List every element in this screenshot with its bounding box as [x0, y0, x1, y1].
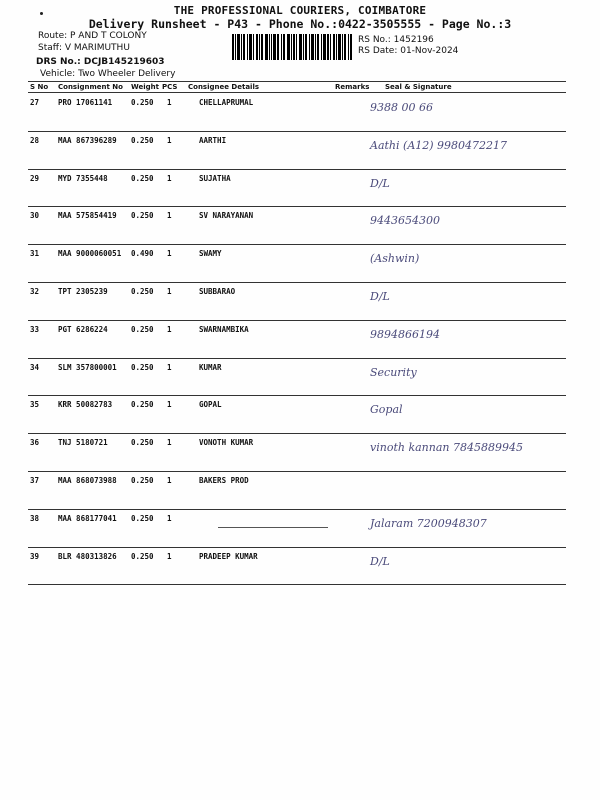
cell-name: SWAMY — [199, 249, 222, 259]
cell-pcs: 1 — [167, 249, 172, 259]
signature-handwriting: D/L — [370, 554, 390, 568]
cell-pcs: 1 — [167, 324, 172, 334]
cell-cons: MAA 9000060051 — [58, 249, 122, 259]
cell-cons: MAA 868177041 — [58, 513, 117, 523]
signature-handwriting: D/L — [370, 176, 390, 190]
cell-name: KUMAR — [199, 362, 222, 372]
cell-sno: 38 — [30, 513, 40, 523]
cell-weight: 0.250 — [131, 211, 154, 221]
row-separator — [28, 169, 566, 170]
row-separator — [28, 471, 566, 472]
cell-weight: 0.250 — [131, 287, 154, 296]
row-separator — [28, 244, 566, 245]
signature-handwriting: D/L — [370, 290, 390, 303]
rs-number: RS No.: 1452196 — [358, 35, 434, 45]
cell-cons: PRO 17061141 — [58, 98, 113, 107]
cell-cons: MAA 868073988 — [58, 476, 117, 485]
cell-weight: 0.250 — [131, 173, 154, 183]
row-separator — [28, 395, 566, 396]
route-label: Route: P AND T COLONY — [38, 31, 147, 41]
cell-sno: 28 — [30, 135, 40, 145]
runsheet-subtitle: Delivery Runsheet - P43 - Phone No.:0422-3505555 - Page No.:3 — [88, 17, 512, 31]
col-consignment: Consignment No — [58, 83, 123, 91]
cell-name: GOPAL — [199, 400, 222, 410]
cell-name: SUJATHA — [199, 173, 231, 183]
company-title: THE PROFESSIONAL COURIERS, COIMBATORE — [173, 4, 427, 17]
cell-pcs: 1 — [167, 551, 172, 561]
cell-cons: KRR 50082783 — [58, 400, 113, 410]
cell-weight: 0.250 — [131, 135, 154, 145]
cell-weight: 0.250 — [131, 400, 154, 410]
drs-number: DRS No.: DCJB145219603 — [36, 57, 165, 67]
cell-pcs: 1 — [167, 211, 172, 221]
cell-weight: 0.250 — [131, 324, 154, 334]
signature-handwriting: 9388 00 66 — [370, 101, 433, 114]
cell-sno: 30 — [30, 211, 40, 221]
cell-cons: MYD 7355448 — [58, 173, 108, 183]
cell-name: PRADEEP KUMAR — [199, 551, 258, 561]
cell-sno: 39 — [30, 551, 40, 561]
table-header-rule — [28, 92, 566, 93]
cell-name: BAKERS PROD — [199, 476, 249, 485]
row-separator — [28, 433, 566, 434]
signature-handwriting: (Ashwin) — [370, 252, 420, 266]
col-weight: Weight — [131, 83, 159, 91]
cell-sno: 32 — [30, 287, 40, 296]
cell-cons: MAA 867396289 — [58, 135, 117, 145]
row-separator — [28, 320, 566, 321]
cell-sno: 35 — [30, 400, 40, 410]
cell-sno: 27 — [30, 98, 40, 107]
col-sno: S No — [30, 83, 49, 91]
cell-name: CHELLAPRUMAL — [199, 98, 254, 107]
cell-cons: PGT 6286224 — [58, 324, 108, 334]
row-separator — [28, 206, 566, 207]
cell-name: AARTHI — [199, 135, 227, 145]
rs-date: RS Date: 01-Nov-2024 — [358, 46, 459, 56]
cell-pcs: 1 — [167, 98, 172, 107]
cell-sno: 34 — [30, 362, 40, 372]
cell-name: SWARNAMBIKA — [199, 324, 249, 334]
row-separator — [28, 358, 566, 359]
cell-cons: TNJ 5180721 — [58, 438, 108, 448]
barcode-image — [232, 34, 352, 60]
cell-pcs: 1 — [167, 173, 172, 183]
cell-name: SUBBARAO — [199, 287, 236, 296]
ditto-mark — [218, 527, 328, 528]
row-separator — [28, 131, 566, 132]
cell-weight: 0.250 — [131, 476, 154, 485]
cell-weight: 0.250 — [131, 551, 154, 561]
cell-pcs: 1 — [167, 476, 172, 485]
cell-sno: 37 — [30, 476, 40, 485]
cell-name: SV NARAYANAN — [199, 211, 254, 221]
cell-sno: 31 — [30, 249, 40, 259]
row-separator — [28, 282, 566, 283]
cell-pcs: 1 — [167, 287, 172, 296]
cell-cons: TPT 2305239 — [58, 287, 108, 296]
cell-pcs: 1 — [167, 513, 172, 523]
cell-cons: SLM 357800001 — [58, 362, 117, 372]
cell-weight: 0.490 — [131, 249, 154, 259]
cell-pcs: 1 — [167, 135, 172, 145]
signature-handwriting: Gopal — [370, 403, 403, 417]
signature-handwriting: 9894866194 — [370, 327, 440, 341]
cell-weight: 0.250 — [131, 362, 154, 372]
col-remarks: Remarks — [335, 83, 370, 91]
row-separator — [28, 509, 566, 510]
cell-sno: 36 — [30, 438, 40, 448]
col-signature: Seal & Signature — [385, 83, 452, 91]
signature-handwriting: vinoth kannan 7845889945 — [370, 441, 523, 455]
cell-pcs: 1 — [167, 362, 172, 372]
vehicle-label: Vehicle: Two Wheeler Delivery — [40, 69, 176, 79]
cell-weight: 0.250 — [131, 513, 154, 523]
cell-cons: MAA 575854419 — [58, 211, 117, 221]
signature-handwriting: Security — [370, 365, 417, 379]
row-separator — [28, 584, 566, 585]
cell-pcs: 1 — [167, 438, 172, 448]
signature-handwriting: 9443654300 — [370, 214, 440, 228]
cell-weight: 0.250 — [131, 438, 154, 448]
staff-label: Staff: V MARIMUTHU — [38, 43, 130, 53]
signature-handwriting: Jalaram 7200948307 — [370, 516, 487, 530]
cell-pcs: 1 — [167, 400, 172, 410]
cell-name: VONOTH KUMAR — [199, 438, 254, 448]
table-header — [28, 82, 566, 92]
col-pcs: PCS — [162, 83, 178, 91]
row-separator — [28, 547, 566, 548]
cell-weight: 0.250 — [131, 98, 154, 107]
cell-sno: 29 — [30, 173, 40, 183]
cell-cons: BLR 480313826 — [58, 551, 117, 561]
signature-handwriting: Aathi (A12) 9980472217 — [370, 138, 508, 152]
col-consignee: Consignee Details — [188, 83, 260, 91]
cell-sno: 33 — [30, 324, 40, 334]
